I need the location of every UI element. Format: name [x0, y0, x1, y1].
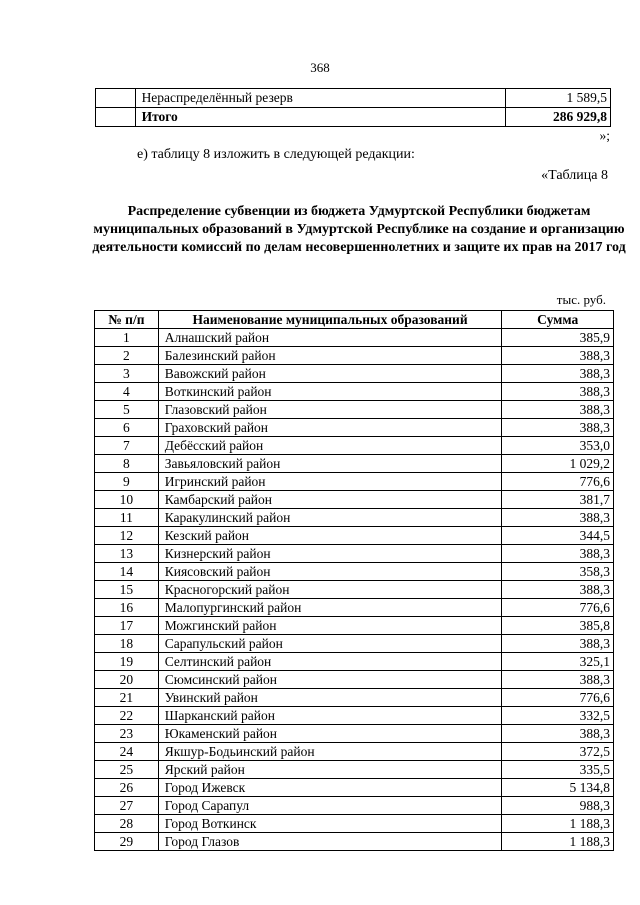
row-number: 14 [95, 563, 159, 581]
municipality-name: Завьяловский район [158, 455, 502, 473]
amount: 344,5 [502, 527, 614, 545]
amount: 776,6 [502, 599, 614, 617]
top-table-empty-cell [96, 108, 136, 127]
row-number: 11 [95, 509, 159, 527]
subvention-table [94, 310, 614, 851]
municipality-name: Красногорский район [158, 581, 502, 599]
top-table-name-cell: Нераспределённый резерв [135, 89, 505, 108]
table-row [95, 527, 614, 545]
amount: 1 188,3 [502, 833, 614, 851]
amount: 388,3 [502, 545, 614, 563]
amount: 388,3 [502, 671, 614, 689]
top-table-empty-cell [96, 89, 136, 108]
municipality-name: Кезский район [158, 527, 502, 545]
table-row [95, 689, 614, 707]
amount: 372,5 [502, 743, 614, 761]
table-row [95, 581, 614, 599]
table-heading: Распределение субвенции из бюджета Удмуртской Республики бюджетам муниципальных образований в Удмуртской Республике на создание и организацию деятельности комиссий по делам несовершеннолетних и защите их прав на 2017 год [92, 204, 626, 255]
column-header-num: № п/п [95, 311, 159, 329]
table-row [95, 761, 614, 779]
row-number: 9 [95, 473, 159, 491]
top-table-row [96, 89, 611, 108]
table-row [95, 419, 614, 437]
row-number: 12 [95, 527, 159, 545]
row-number: 25 [95, 761, 159, 779]
municipality-name: Сарапульский район [158, 635, 502, 653]
municipality-name: Город Сарапул [158, 797, 502, 815]
top-table-value-cell: 1 589,5 [505, 89, 610, 108]
municipality-name: Воткинский район [158, 383, 502, 401]
municipality-name: Сюмсинский район [158, 671, 502, 689]
column-header-name: Наименование муниципальных образований [158, 311, 502, 329]
table-label: «Таблица 8 [541, 168, 608, 183]
row-number: 17 [95, 617, 159, 635]
table-row [95, 545, 614, 563]
municipality-name: Граховский район [158, 419, 502, 437]
municipality-name: Каракулинский район [158, 509, 502, 527]
table-row [95, 509, 614, 527]
municipality-name: Увинский район [158, 689, 502, 707]
table-row [95, 797, 614, 815]
municipality-name: Юкаменский район [158, 725, 502, 743]
municipality-name: Балезинский район [158, 347, 502, 365]
table-row [95, 779, 614, 797]
top-table-row [96, 108, 611, 127]
municipality-name: Шарканский район [158, 707, 502, 725]
municipality-name: Якшур-Бодьинский район [158, 743, 502, 761]
municipality-name: Малопургинский район [158, 599, 502, 617]
amount: 388,3 [502, 347, 614, 365]
table-row [95, 347, 614, 365]
top-table-value-cell: 286 929,8 [505, 108, 610, 127]
row-number: 23 [95, 725, 159, 743]
row-number: 4 [95, 383, 159, 401]
row-number: 29 [95, 833, 159, 851]
amount: 332,5 [502, 707, 614, 725]
municipality-name: Глазовский район [158, 401, 502, 419]
previous-table-end [95, 88, 611, 127]
municipality-name: Город Глазов [158, 833, 502, 851]
units-label: тыс. руб. [556, 292, 606, 307]
table-row [95, 653, 614, 671]
table-row [95, 833, 614, 851]
row-number: 26 [95, 779, 159, 797]
row-number: 16 [95, 599, 159, 617]
page-number: 368 [310, 60, 330, 75]
table-header-row [95, 311, 614, 329]
column-header-sum: Сумма [502, 311, 614, 329]
table-row [95, 365, 614, 383]
row-number: 3 [95, 365, 159, 383]
row-number: 22 [95, 707, 159, 725]
amount: 776,6 [502, 689, 614, 707]
intro-text: е) таблицу 8 изложить в следующей редакции: [137, 147, 415, 162]
municipality-name: Вавожский район [158, 365, 502, 383]
row-number: 5 [95, 401, 159, 419]
amount: 353,0 [502, 437, 614, 455]
table-row [95, 563, 614, 581]
table-row [95, 473, 614, 491]
amount: 335,5 [502, 761, 614, 779]
row-number: 8 [95, 455, 159, 473]
table-row [95, 635, 614, 653]
table-row [95, 707, 614, 725]
table-row [95, 329, 614, 347]
municipality-name: Дебёсский район [158, 437, 502, 455]
amount: 381,7 [502, 491, 614, 509]
amount: 1 029,2 [502, 455, 614, 473]
municipality-name: Камбарский район [158, 491, 502, 509]
amount: 388,3 [502, 509, 614, 527]
amount: 388,3 [502, 401, 614, 419]
table-row [95, 671, 614, 689]
municipality-name: Алнашский район [158, 329, 502, 347]
municipality-name: Игринский район [158, 473, 502, 491]
row-number: 19 [95, 653, 159, 671]
municipality-name: Киясовский район [158, 563, 502, 581]
amount: 385,8 [502, 617, 614, 635]
amount: 988,3 [502, 797, 614, 815]
amount: 1 188,3 [502, 815, 614, 833]
amount: 388,3 [502, 635, 614, 653]
table-row [95, 815, 614, 833]
row-number: 21 [95, 689, 159, 707]
municipality-name: Город Ижевск [158, 779, 502, 797]
row-number: 15 [95, 581, 159, 599]
amount: 388,3 [502, 419, 614, 437]
amount: 388,3 [502, 365, 614, 383]
row-number: 28 [95, 815, 159, 833]
amount: 776,6 [502, 473, 614, 491]
amount: 5 134,8 [502, 779, 614, 797]
amount: 325,1 [502, 653, 614, 671]
table-row [95, 617, 614, 635]
top-table-name-cell: Итого [135, 108, 505, 127]
amount: 385,9 [502, 329, 614, 347]
municipality-name: Кизнерский район [158, 545, 502, 563]
row-number: 20 [95, 671, 159, 689]
row-number: 13 [95, 545, 159, 563]
table-row [95, 599, 614, 617]
municipality-name: Город Воткинск [158, 815, 502, 833]
row-number: 27 [95, 797, 159, 815]
table-row [95, 401, 614, 419]
closing-quote: »; [599, 128, 610, 143]
row-number: 7 [95, 437, 159, 455]
row-number: 6 [95, 419, 159, 437]
row-number: 2 [95, 347, 159, 365]
municipality-name: Ярский район [158, 761, 502, 779]
table-row [95, 455, 614, 473]
amount: 388,3 [502, 725, 614, 743]
table-row [95, 743, 614, 761]
amount: 358,3 [502, 563, 614, 581]
row-number: 1 [95, 329, 159, 347]
table-row [95, 725, 614, 743]
amount: 388,3 [502, 383, 614, 401]
table-row [95, 491, 614, 509]
row-number: 10 [95, 491, 159, 509]
municipality-name: Можгинский район [158, 617, 502, 635]
table-row [95, 437, 614, 455]
row-number: 18 [95, 635, 159, 653]
row-number: 24 [95, 743, 159, 761]
municipality-name: Селтинский район [158, 653, 502, 671]
table-row [95, 383, 614, 401]
amount: 388,3 [502, 581, 614, 599]
